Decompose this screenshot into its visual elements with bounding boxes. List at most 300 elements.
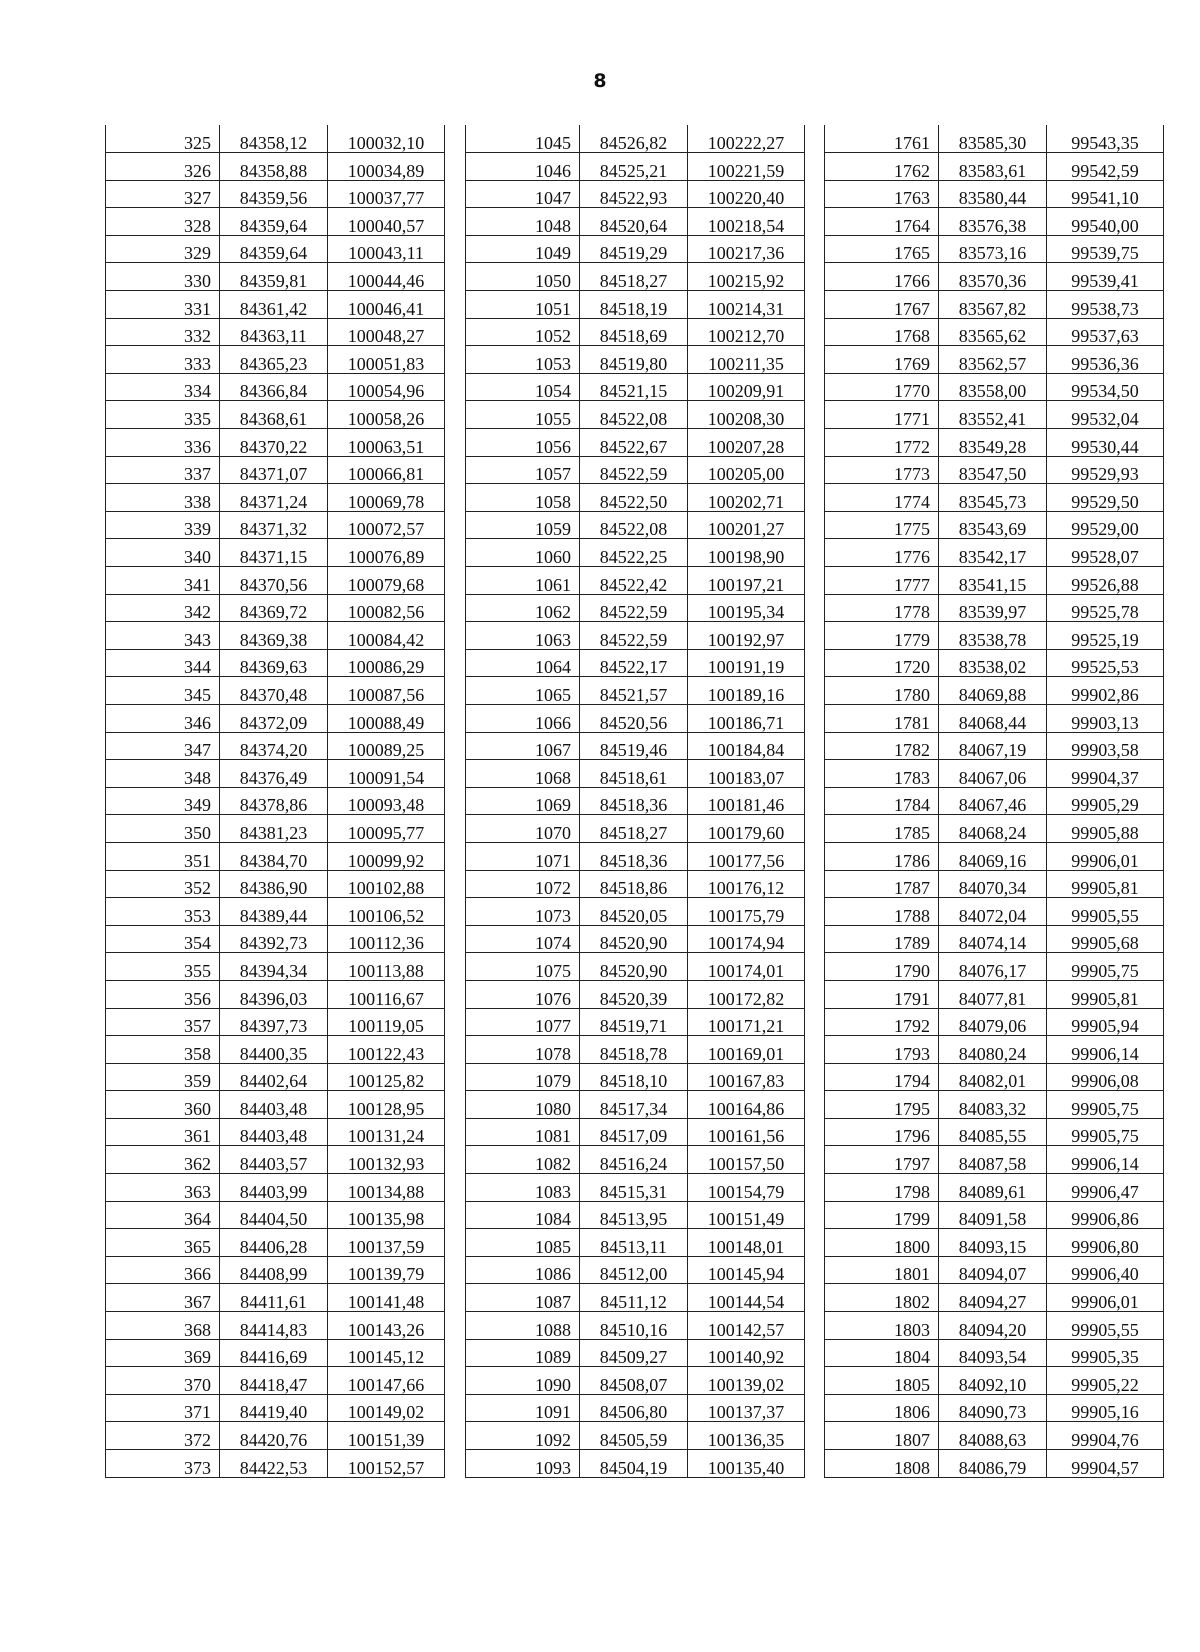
table-row bbox=[466, 760, 805, 788]
point-number-cell: 1793 bbox=[825, 1036, 939, 1064]
table-row bbox=[466, 318, 805, 346]
x-coordinate-cell: 84518,10 bbox=[580, 1063, 688, 1091]
point-number-cell: 1069 bbox=[466, 787, 580, 815]
point-number-cell: 1801 bbox=[825, 1256, 939, 1284]
y-coordinate-cell: 100209,91 bbox=[688, 373, 805, 401]
y-coordinate-cell: 100135,98 bbox=[328, 1201, 445, 1229]
y-coordinate-cell: 100082,56 bbox=[328, 594, 445, 622]
point-number-cell: 1089 bbox=[466, 1339, 580, 1367]
point-number-cell: 1762 bbox=[825, 153, 939, 181]
table-row bbox=[466, 1118, 805, 1146]
table-row bbox=[466, 677, 805, 705]
y-coordinate-cell: 100106,52 bbox=[328, 898, 445, 926]
point-number-cell: 1086 bbox=[466, 1256, 580, 1284]
x-coordinate-cell: 84386,90 bbox=[220, 870, 328, 898]
point-number-cell: 1771 bbox=[825, 401, 939, 429]
x-coordinate-cell: 84517,34 bbox=[580, 1091, 688, 1119]
table-row bbox=[106, 567, 445, 595]
y-coordinate-cell: 100044,46 bbox=[328, 263, 445, 291]
y-coordinate-cell: 99538,73 bbox=[1047, 291, 1164, 319]
point-number-cell: 1085 bbox=[466, 1229, 580, 1257]
table-row bbox=[825, 511, 1164, 539]
table-row bbox=[106, 153, 445, 181]
coordinate-table-2 bbox=[465, 125, 805, 1478]
y-coordinate-cell: 99903,58 bbox=[1047, 732, 1164, 760]
table-row bbox=[825, 1201, 1164, 1229]
point-number-cell: 338 bbox=[106, 484, 220, 512]
y-coordinate-cell: 99539,75 bbox=[1047, 235, 1164, 263]
point-number-cell: 1083 bbox=[466, 1174, 580, 1202]
table-row bbox=[466, 401, 805, 429]
point-number-cell: 352 bbox=[106, 870, 220, 898]
table-row bbox=[106, 925, 445, 953]
y-coordinate-cell: 99906,08 bbox=[1047, 1063, 1164, 1091]
point-number-cell: 335 bbox=[106, 401, 220, 429]
x-coordinate-cell: 84518,27 bbox=[580, 263, 688, 291]
y-coordinate-cell: 100220,40 bbox=[688, 180, 805, 208]
x-coordinate-cell: 84518,78 bbox=[580, 1036, 688, 1064]
point-number-cell: 1084 bbox=[466, 1201, 580, 1229]
table-row bbox=[825, 842, 1164, 870]
y-coordinate-cell: 100174,01 bbox=[688, 953, 805, 981]
x-coordinate-cell: 83573,16 bbox=[939, 235, 1047, 263]
table-row bbox=[825, 594, 1164, 622]
table-row bbox=[466, 1008, 805, 1036]
point-number-cell: 1788 bbox=[825, 898, 939, 926]
x-coordinate-cell: 84358,88 bbox=[220, 153, 328, 181]
x-coordinate-cell: 84091,58 bbox=[939, 1201, 1047, 1229]
y-coordinate-cell: 100175,79 bbox=[688, 898, 805, 926]
y-coordinate-cell: 100192,97 bbox=[688, 622, 805, 650]
x-coordinate-cell: 84371,15 bbox=[220, 539, 328, 567]
x-coordinate-cell: 84068,24 bbox=[939, 815, 1047, 843]
y-coordinate-cell: 100069,78 bbox=[328, 484, 445, 512]
table-row bbox=[466, 1284, 805, 1312]
x-coordinate-cell: 84369,72 bbox=[220, 594, 328, 622]
y-coordinate-cell: 100093,48 bbox=[328, 787, 445, 815]
x-coordinate-cell: 84077,81 bbox=[939, 980, 1047, 1008]
y-coordinate-cell: 100211,35 bbox=[688, 346, 805, 374]
x-coordinate-cell: 84067,46 bbox=[939, 787, 1047, 815]
x-coordinate-cell: 84522,67 bbox=[580, 429, 688, 457]
y-coordinate-cell: 100151,39 bbox=[328, 1422, 445, 1450]
x-coordinate-cell: 84370,56 bbox=[220, 567, 328, 595]
point-number-cell: 330 bbox=[106, 263, 220, 291]
point-number-cell: 1776 bbox=[825, 539, 939, 567]
table-row bbox=[466, 980, 805, 1008]
x-coordinate-cell: 83541,15 bbox=[939, 567, 1047, 595]
table-row bbox=[466, 732, 805, 760]
x-coordinate-cell: 84518,19 bbox=[580, 291, 688, 319]
table-row bbox=[825, 677, 1164, 705]
y-coordinate-cell: 100207,28 bbox=[688, 429, 805, 457]
x-coordinate-cell: 84082,01 bbox=[939, 1063, 1047, 1091]
table-row bbox=[106, 1229, 445, 1257]
x-coordinate-cell: 84521,57 bbox=[580, 677, 688, 705]
point-number-cell: 1045 bbox=[466, 125, 580, 153]
point-number-cell: 1805 bbox=[825, 1367, 939, 1395]
y-coordinate-cell: 99905,22 bbox=[1047, 1367, 1164, 1395]
x-coordinate-cell: 84404,50 bbox=[220, 1201, 328, 1229]
x-coordinate-cell: 84504,19 bbox=[580, 1450, 688, 1478]
y-coordinate-cell: 100142,57 bbox=[688, 1312, 805, 1340]
x-coordinate-cell: 84067,19 bbox=[939, 732, 1047, 760]
y-coordinate-cell: 99902,86 bbox=[1047, 677, 1164, 705]
point-number-cell: 1792 bbox=[825, 1008, 939, 1036]
point-number-cell: 332 bbox=[106, 318, 220, 346]
y-coordinate-cell: 99905,75 bbox=[1047, 1091, 1164, 1119]
x-coordinate-cell: 84521,15 bbox=[580, 373, 688, 401]
x-coordinate-cell: 84369,38 bbox=[220, 622, 328, 650]
point-number-cell: 1088 bbox=[466, 1312, 580, 1340]
y-coordinate-cell: 100222,27 bbox=[688, 125, 805, 153]
x-coordinate-cell: 83538,02 bbox=[939, 649, 1047, 677]
table-row bbox=[106, 1063, 445, 1091]
table-row bbox=[106, 1422, 445, 1450]
table-row bbox=[825, 1367, 1164, 1395]
x-coordinate-cell: 84520,90 bbox=[580, 953, 688, 981]
x-coordinate-cell: 84359,64 bbox=[220, 235, 328, 263]
point-number-cell: 364 bbox=[106, 1201, 220, 1229]
table-row bbox=[466, 429, 805, 457]
x-coordinate-cell: 84522,59 bbox=[580, 456, 688, 484]
table-row bbox=[106, 594, 445, 622]
point-number-cell: 1798 bbox=[825, 1174, 939, 1202]
y-coordinate-cell: 100112,36 bbox=[328, 925, 445, 953]
x-coordinate-cell: 83565,62 bbox=[939, 318, 1047, 346]
x-coordinate-cell: 84522,25 bbox=[580, 539, 688, 567]
x-coordinate-cell: 84076,17 bbox=[939, 953, 1047, 981]
y-coordinate-cell: 100084,42 bbox=[328, 622, 445, 650]
y-coordinate-cell: 100132,93 bbox=[328, 1146, 445, 1174]
point-number-cell: 1808 bbox=[825, 1450, 939, 1478]
table-row bbox=[466, 815, 805, 843]
table-row bbox=[466, 567, 805, 595]
point-number-cell: 1071 bbox=[466, 842, 580, 870]
table-row bbox=[466, 622, 805, 650]
table-row bbox=[825, 1063, 1164, 1091]
y-coordinate-cell: 99525,19 bbox=[1047, 622, 1164, 650]
table-row bbox=[825, 870, 1164, 898]
table-row bbox=[106, 1008, 445, 1036]
y-coordinate-cell: 100202,71 bbox=[688, 484, 805, 512]
x-coordinate-cell: 84074,14 bbox=[939, 925, 1047, 953]
point-number-cell: 334 bbox=[106, 373, 220, 401]
y-coordinate-cell: 100214,31 bbox=[688, 291, 805, 319]
x-coordinate-cell: 84400,35 bbox=[220, 1036, 328, 1064]
table-row bbox=[106, 1118, 445, 1146]
point-number-cell: 357 bbox=[106, 1008, 220, 1036]
y-coordinate-cell: 100141,48 bbox=[328, 1284, 445, 1312]
x-coordinate-cell: 83545,73 bbox=[939, 484, 1047, 512]
table-row bbox=[825, 567, 1164, 595]
y-coordinate-cell: 99906,14 bbox=[1047, 1146, 1164, 1174]
table-row bbox=[825, 484, 1164, 512]
x-coordinate-cell: 84068,44 bbox=[939, 704, 1047, 732]
y-coordinate-cell: 99529,93 bbox=[1047, 456, 1164, 484]
point-number-cell: 337 bbox=[106, 456, 220, 484]
x-coordinate-cell: 84513,11 bbox=[580, 1229, 688, 1257]
y-coordinate-cell: 100154,79 bbox=[688, 1174, 805, 1202]
point-number-cell: 1770 bbox=[825, 373, 939, 401]
x-coordinate-cell: 84518,27 bbox=[580, 815, 688, 843]
x-coordinate-cell: 83580,44 bbox=[939, 180, 1047, 208]
y-coordinate-cell: 99905,29 bbox=[1047, 787, 1164, 815]
x-coordinate-cell: 83583,61 bbox=[939, 153, 1047, 181]
y-coordinate-cell: 100131,24 bbox=[328, 1118, 445, 1146]
point-number-cell: 347 bbox=[106, 732, 220, 760]
x-coordinate-cell: 84511,12 bbox=[580, 1284, 688, 1312]
table-row bbox=[466, 125, 805, 153]
point-number-cell: 366 bbox=[106, 1256, 220, 1284]
y-coordinate-cell: 99542,59 bbox=[1047, 153, 1164, 181]
point-number-cell: 336 bbox=[106, 429, 220, 457]
table-row bbox=[106, 539, 445, 567]
table-row bbox=[825, 953, 1164, 981]
table-row bbox=[106, 511, 445, 539]
y-coordinate-cell: 100099,92 bbox=[328, 842, 445, 870]
table-row bbox=[106, 1312, 445, 1340]
y-coordinate-cell: 100128,95 bbox=[328, 1091, 445, 1119]
x-coordinate-cell: 84396,03 bbox=[220, 980, 328, 1008]
y-coordinate-cell: 100191,19 bbox=[688, 649, 805, 677]
x-coordinate-cell: 84411,61 bbox=[220, 1284, 328, 1312]
table-row bbox=[825, 125, 1164, 153]
y-coordinate-cell: 99906,40 bbox=[1047, 1256, 1164, 1284]
y-coordinate-cell: 100086,29 bbox=[328, 649, 445, 677]
table-row bbox=[106, 898, 445, 926]
y-coordinate-cell: 100048,27 bbox=[328, 318, 445, 346]
y-coordinate-cell: 100161,56 bbox=[688, 1118, 805, 1146]
point-number-cell: 372 bbox=[106, 1422, 220, 1450]
x-coordinate-cell: 84363,11 bbox=[220, 318, 328, 346]
table-row bbox=[825, 1256, 1164, 1284]
table-row bbox=[825, 456, 1164, 484]
table-row bbox=[106, 1146, 445, 1174]
x-coordinate-cell: 84403,48 bbox=[220, 1118, 328, 1146]
point-number-cell: 355 bbox=[106, 953, 220, 981]
table-row bbox=[466, 1367, 805, 1395]
x-coordinate-cell: 84371,32 bbox=[220, 511, 328, 539]
y-coordinate-cell: 100040,57 bbox=[328, 208, 445, 236]
x-coordinate-cell: 84519,71 bbox=[580, 1008, 688, 1036]
point-number-cell: 1046 bbox=[466, 153, 580, 181]
table-row bbox=[466, 1450, 805, 1478]
y-coordinate-cell: 100143,26 bbox=[328, 1312, 445, 1340]
table-row bbox=[825, 208, 1164, 236]
x-coordinate-cell: 84067,06 bbox=[939, 760, 1047, 788]
table-row bbox=[466, 870, 805, 898]
point-number-cell: 1796 bbox=[825, 1118, 939, 1146]
table-row bbox=[466, 208, 805, 236]
table-row bbox=[466, 511, 805, 539]
y-coordinate-cell: 100091,54 bbox=[328, 760, 445, 788]
table-row bbox=[466, 1339, 805, 1367]
y-coordinate-cell: 100145,12 bbox=[328, 1339, 445, 1367]
table-row bbox=[106, 870, 445, 898]
table-row bbox=[825, 732, 1164, 760]
point-number-cell: 1070 bbox=[466, 815, 580, 843]
point-number-cell: 1803 bbox=[825, 1312, 939, 1340]
point-number-cell: 361 bbox=[106, 1118, 220, 1146]
table-row bbox=[825, 1229, 1164, 1257]
point-number-cell: 1795 bbox=[825, 1091, 939, 1119]
point-number-cell: 1081 bbox=[466, 1118, 580, 1146]
table-row bbox=[825, 1450, 1164, 1478]
point-number-cell: 370 bbox=[106, 1367, 220, 1395]
point-number-cell: 343 bbox=[106, 622, 220, 650]
x-coordinate-cell: 84094,20 bbox=[939, 1312, 1047, 1340]
x-coordinate-cell: 84419,40 bbox=[220, 1394, 328, 1422]
table-row bbox=[825, 263, 1164, 291]
table-row bbox=[825, 1339, 1164, 1367]
point-number-cell: 1720 bbox=[825, 649, 939, 677]
table-row bbox=[106, 704, 445, 732]
point-number-cell: 349 bbox=[106, 787, 220, 815]
point-number-cell: 331 bbox=[106, 291, 220, 319]
x-coordinate-cell: 84402,64 bbox=[220, 1063, 328, 1091]
y-coordinate-cell: 99543,35 bbox=[1047, 125, 1164, 153]
x-coordinate-cell: 84519,80 bbox=[580, 346, 688, 374]
y-coordinate-cell: 99906,01 bbox=[1047, 842, 1164, 870]
table-row bbox=[825, 318, 1164, 346]
table-row bbox=[825, 153, 1164, 181]
y-coordinate-cell: 100212,70 bbox=[688, 318, 805, 346]
x-coordinate-cell: 84359,81 bbox=[220, 263, 328, 291]
x-coordinate-cell: 84406,28 bbox=[220, 1229, 328, 1257]
x-coordinate-cell: 84522,93 bbox=[580, 180, 688, 208]
table-row bbox=[106, 1174, 445, 1202]
point-number-cell: 367 bbox=[106, 1284, 220, 1312]
point-number-cell: 1049 bbox=[466, 235, 580, 263]
table-row bbox=[825, 925, 1164, 953]
table-row bbox=[106, 346, 445, 374]
point-number-cell: 1047 bbox=[466, 180, 580, 208]
table-row bbox=[825, 649, 1164, 677]
point-number-cell: 1079 bbox=[466, 1063, 580, 1091]
y-coordinate-cell: 100157,50 bbox=[688, 1146, 805, 1174]
point-number-cell: 1062 bbox=[466, 594, 580, 622]
y-coordinate-cell: 99905,35 bbox=[1047, 1339, 1164, 1367]
point-number-cell: 350 bbox=[106, 815, 220, 843]
y-coordinate-cell: 100217,36 bbox=[688, 235, 805, 263]
table-row bbox=[466, 1394, 805, 1422]
table-row bbox=[466, 153, 805, 181]
x-coordinate-cell: 84526,82 bbox=[580, 125, 688, 153]
point-number-cell: 1789 bbox=[825, 925, 939, 953]
point-number-cell: 1782 bbox=[825, 732, 939, 760]
y-coordinate-cell: 100087,56 bbox=[328, 677, 445, 705]
table-row bbox=[106, 401, 445, 429]
point-number-cell: 1794 bbox=[825, 1063, 939, 1091]
x-coordinate-cell: 84522,42 bbox=[580, 567, 688, 595]
table-row bbox=[825, 1091, 1164, 1119]
y-coordinate-cell: 99905,55 bbox=[1047, 898, 1164, 926]
x-coordinate-cell: 83558,00 bbox=[939, 373, 1047, 401]
y-coordinate-cell: 100215,92 bbox=[688, 263, 805, 291]
point-number-cell: 1092 bbox=[466, 1422, 580, 1450]
point-number-cell: 1080 bbox=[466, 1091, 580, 1119]
table-row bbox=[466, 1174, 805, 1202]
table-row bbox=[106, 980, 445, 1008]
table-row bbox=[466, 263, 805, 291]
x-coordinate-cell: 83567,82 bbox=[939, 291, 1047, 319]
page-number: 8 bbox=[593, 70, 607, 92]
table-row bbox=[106, 263, 445, 291]
y-coordinate-cell: 100164,86 bbox=[688, 1091, 805, 1119]
table-row bbox=[466, 180, 805, 208]
y-coordinate-cell: 100152,57 bbox=[328, 1450, 445, 1478]
x-coordinate-cell: 84381,23 bbox=[220, 815, 328, 843]
table-row bbox=[106, 235, 445, 263]
x-coordinate-cell: 84520,56 bbox=[580, 704, 688, 732]
point-number-cell: 1797 bbox=[825, 1146, 939, 1174]
x-coordinate-cell: 84359,56 bbox=[220, 180, 328, 208]
table-row bbox=[106, 677, 445, 705]
x-coordinate-cell: 84518,36 bbox=[580, 787, 688, 815]
y-coordinate-cell: 100167,83 bbox=[688, 1063, 805, 1091]
point-number-cell: 325 bbox=[106, 125, 220, 153]
point-number-cell: 340 bbox=[106, 539, 220, 567]
x-coordinate-cell: 84093,54 bbox=[939, 1339, 1047, 1367]
table-row bbox=[466, 649, 805, 677]
point-number-cell: 1802 bbox=[825, 1284, 939, 1312]
point-number-cell: 339 bbox=[106, 511, 220, 539]
x-coordinate-cell: 84094,07 bbox=[939, 1256, 1047, 1284]
y-coordinate-cell: 100139,79 bbox=[328, 1256, 445, 1284]
x-coordinate-cell: 84519,46 bbox=[580, 732, 688, 760]
x-coordinate-cell: 84069,16 bbox=[939, 842, 1047, 870]
y-coordinate-cell: 100208,30 bbox=[688, 401, 805, 429]
y-coordinate-cell: 100066,81 bbox=[328, 456, 445, 484]
x-coordinate-cell: 83585,30 bbox=[939, 125, 1047, 153]
table-row bbox=[106, 1091, 445, 1119]
y-coordinate-cell: 100063,51 bbox=[328, 429, 445, 457]
point-number-cell: 1057 bbox=[466, 456, 580, 484]
y-coordinate-cell: 100184,84 bbox=[688, 732, 805, 760]
y-coordinate-cell: 99905,55 bbox=[1047, 1312, 1164, 1340]
table-row bbox=[466, 456, 805, 484]
x-coordinate-cell: 84519,29 bbox=[580, 235, 688, 263]
table-row bbox=[106, 125, 445, 153]
point-number-cell: 1065 bbox=[466, 677, 580, 705]
point-number-cell: 344 bbox=[106, 649, 220, 677]
x-coordinate-cell: 84512,00 bbox=[580, 1256, 688, 1284]
y-coordinate-cell: 99906,01 bbox=[1047, 1284, 1164, 1312]
point-number-cell: 1068 bbox=[466, 760, 580, 788]
y-coordinate-cell: 100171,21 bbox=[688, 1008, 805, 1036]
x-coordinate-cell: 83570,36 bbox=[939, 263, 1047, 291]
y-coordinate-cell: 99532,04 bbox=[1047, 401, 1164, 429]
table-row bbox=[106, 1036, 445, 1064]
x-coordinate-cell: 84370,48 bbox=[220, 677, 328, 705]
x-coordinate-cell: 83576,38 bbox=[939, 208, 1047, 236]
y-coordinate-cell: 100186,71 bbox=[688, 704, 805, 732]
x-coordinate-cell: 84378,86 bbox=[220, 787, 328, 815]
x-coordinate-cell: 84374,20 bbox=[220, 732, 328, 760]
point-number-cell: 1769 bbox=[825, 346, 939, 374]
table-row bbox=[466, 291, 805, 319]
y-coordinate-cell: 99526,88 bbox=[1047, 567, 1164, 595]
table-row bbox=[825, 373, 1164, 401]
point-number-cell: 1763 bbox=[825, 180, 939, 208]
table-row bbox=[825, 815, 1164, 843]
point-number-cell: 368 bbox=[106, 1312, 220, 1340]
table-row bbox=[466, 594, 805, 622]
x-coordinate-cell: 84371,07 bbox=[220, 456, 328, 484]
table-row bbox=[825, 704, 1164, 732]
y-coordinate-cell: 99540,00 bbox=[1047, 208, 1164, 236]
